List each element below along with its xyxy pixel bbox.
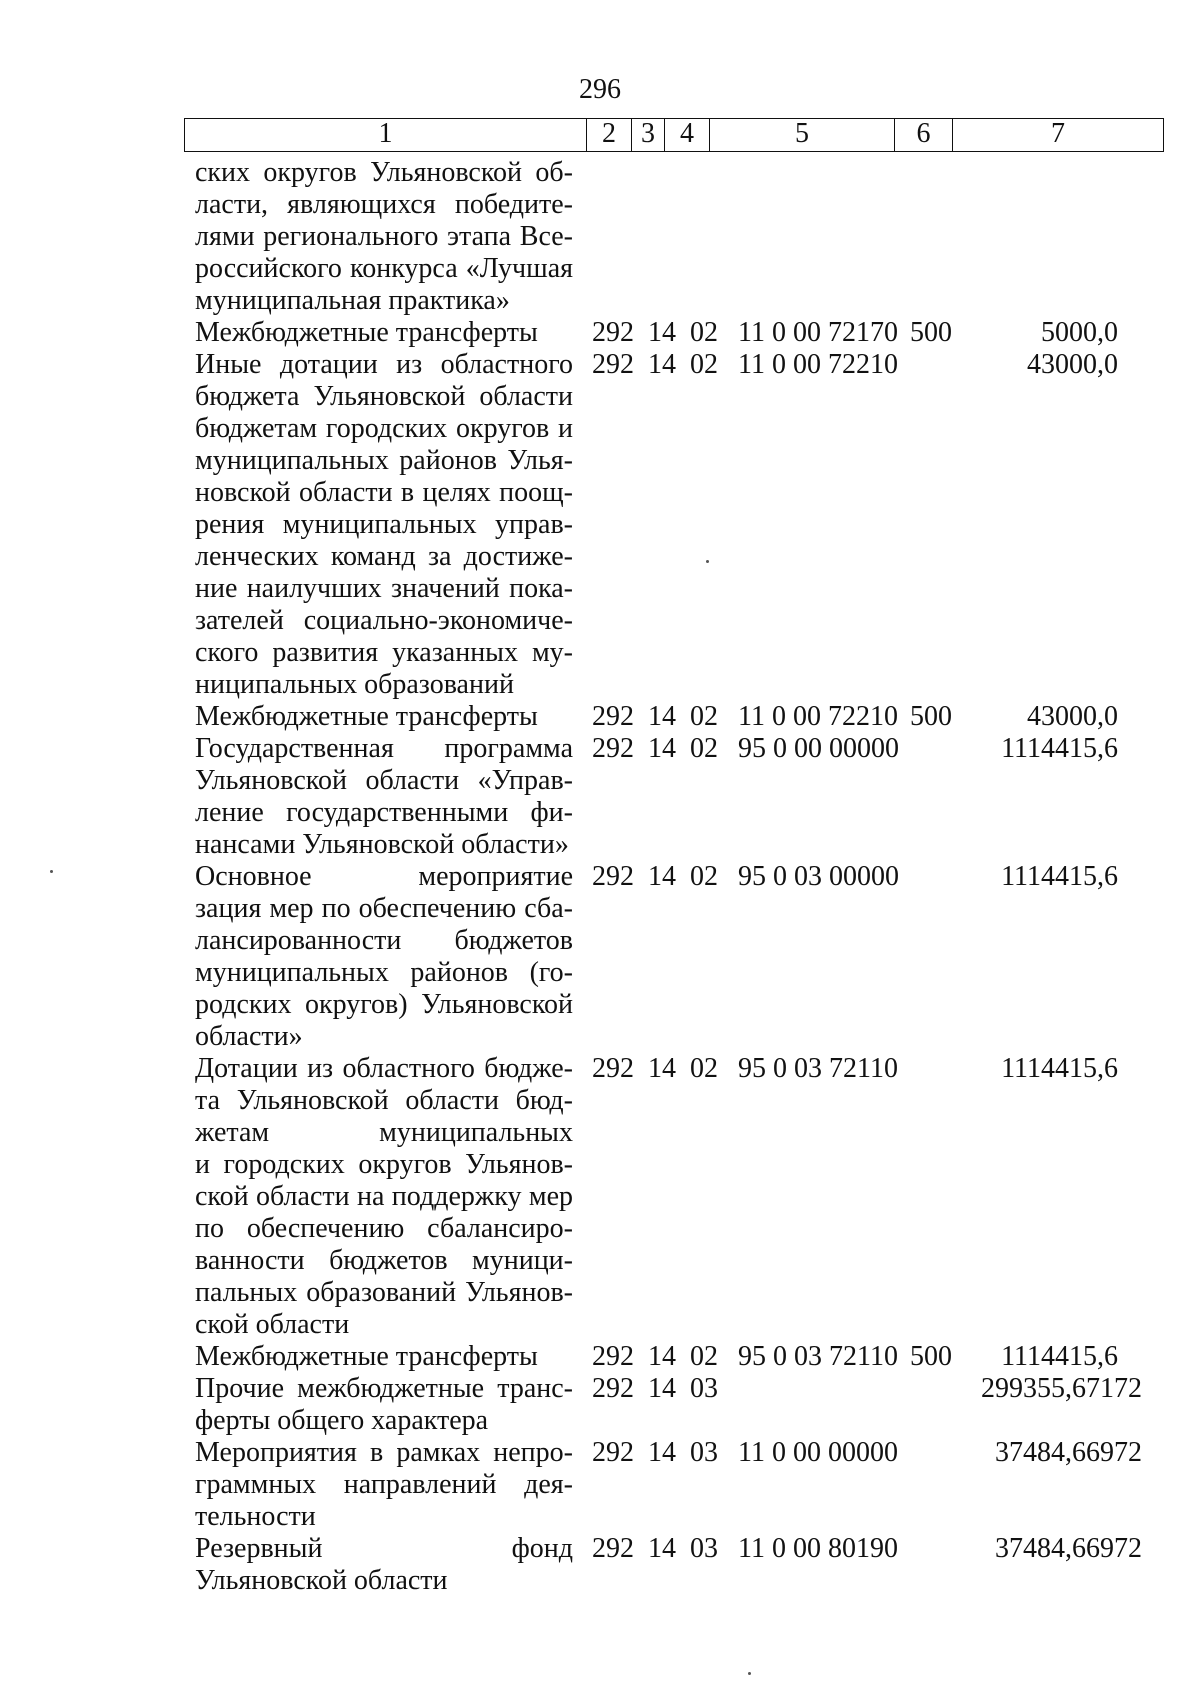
amount: 5000,0 [1041, 317, 1118, 348]
table-row [0, 1373, 1200, 1437]
code-grbs: 292 [592, 701, 634, 732]
description-line: лями регионального этапа Все- [195, 221, 573, 252]
scan-speck [50, 870, 53, 873]
description-line: новской области в целях поощ- [195, 477, 573, 508]
header-col-2: 2 [587, 119, 632, 151]
description-line: ских округов Ульяновской об- [195, 157, 573, 188]
code-razdel: 14 [648, 1341, 676, 1372]
description-line: муниципальная практика» [195, 285, 510, 316]
description-line: бюджета Ульяновской области [195, 381, 573, 412]
code-grbs: 292 [592, 733, 634, 764]
table-row [0, 349, 1200, 701]
table-row [0, 701, 1200, 733]
code-razdel: 14 [648, 701, 676, 732]
code-podrazdel: 02 [690, 1053, 718, 1084]
table-header [184, 118, 1164, 152]
description-line: ферты общего характера [195, 1405, 489, 1436]
description-line: зателей социально-экономиче- [195, 605, 573, 636]
header-col-3: 3 [632, 119, 665, 151]
table-row [0, 1437, 1200, 1533]
row-description [195, 349, 573, 701]
code-target-article: 11 0 00 72170 [738, 317, 898, 348]
code-podrazdel: 02 [690, 1341, 718, 1372]
amount: 1114415,6 [1001, 861, 1118, 892]
code-podrazdel: 02 [690, 701, 718, 732]
description-line: ниципальных образований [195, 669, 514, 700]
table-row [0, 861, 1200, 1053]
row-description [195, 1437, 573, 1533]
code-target-article: 95 0 03 00000 [738, 861, 899, 892]
table-row [0, 1053, 1200, 1341]
code-razdel: 14 [648, 1437, 676, 1468]
code-razdel: 14 [648, 861, 676, 892]
description-line: Дотации из областного бюдже- [195, 1053, 573, 1084]
code-grbs: 292 [592, 1053, 634, 1084]
amount: 299355,67172 [981, 1373, 1142, 1404]
header-col-1: 1 [185, 119, 587, 151]
code-target-article: 95 0 00 00000 [738, 733, 899, 764]
description-line: муниципальных районов (го- [195, 957, 573, 988]
description-line: ского развития указанных му- [195, 637, 573, 668]
scan-speck [748, 1672, 751, 1675]
table-row [0, 157, 1200, 317]
row-description [195, 1533, 573, 1597]
table-row [0, 1341, 1200, 1373]
row-description [195, 1341, 573, 1373]
description-line: Государственная программа [195, 733, 573, 764]
code-razdel: 14 [648, 349, 676, 380]
row-description [195, 1053, 573, 1341]
description-line: граммных направлений дея- [195, 1469, 573, 1500]
description-line: области» [195, 1021, 303, 1052]
amount: 1114415,6 [1001, 733, 1118, 764]
description-line: ние наилучших значений пока- [195, 573, 573, 604]
table-row [0, 317, 1200, 349]
row-description [195, 701, 573, 733]
code-grbs: 292 [592, 1533, 634, 1564]
amount: 1114415,6 [1001, 1341, 1118, 1372]
scan-speck [706, 560, 709, 563]
description-line: Межбюджетные трансферты [195, 1341, 538, 1372]
code-podrazdel: 02 [690, 733, 718, 764]
amount: 37484,66972 [995, 1533, 1142, 1564]
code-podrazdel: 02 [690, 349, 718, 380]
description-line: ской области на поддержку мер [195, 1181, 573, 1212]
description-line: Ульяновской области «Управ- [195, 765, 573, 796]
description-line: тельности [195, 1501, 316, 1532]
description-line: родских округов) Ульяновской [195, 989, 573, 1020]
code-grbs: 292 [592, 1437, 634, 1468]
code-grbs: 292 [592, 349, 634, 380]
amount: 43000,0 [1027, 349, 1118, 380]
page-number: 296 [579, 74, 621, 105]
code-razdel: 14 [648, 733, 676, 764]
table-row [0, 733, 1200, 861]
amount: 37484,66972 [995, 1437, 1142, 1468]
amount: 43000,0 [1027, 701, 1118, 732]
description-line: российского конкурса «Лучшая [195, 253, 573, 284]
code-expense-type: 500 [910, 317, 952, 348]
header-col-4: 4 [665, 119, 710, 151]
amount: 1114415,6 [1001, 1053, 1118, 1084]
code-razdel: 14 [648, 1373, 676, 1404]
row-description [195, 157, 573, 317]
header-col-5: 5 [710, 119, 895, 151]
description-line: зация мер по обеспечению сба- [195, 893, 573, 924]
description-line: бюджетам городских округов и [195, 413, 573, 444]
header-col-7: 7 [1051, 118, 1065, 149]
description-line: Мероприятия в рамках непро- [195, 1437, 573, 1468]
description-line: ление государственными фи- [195, 797, 573, 828]
description-line: ской области [195, 1309, 350, 1340]
code-target-article: 95 0 03 72110 [738, 1341, 898, 1372]
code-expense-type: 500 [910, 1341, 952, 1372]
code-grbs: 292 [592, 317, 634, 348]
table-body [0, 157, 1200, 1597]
code-podrazdel: 02 [690, 861, 718, 892]
table-row [0, 1533, 1200, 1597]
description-line: муниципальных районов Улья- [195, 445, 573, 476]
description-line: ванности бюджетов муници- [195, 1245, 573, 1276]
code-target-article: 11 0 00 72210 [738, 349, 898, 380]
description-line: лансированности бюджетов [195, 925, 573, 956]
description-line: ласти, являющихся победите- [195, 189, 573, 220]
description-line: Основное мероприятие [195, 861, 573, 892]
description-line: пальных образований Ульянов- [195, 1277, 573, 1308]
description-line: Межбюджетные трансферты [195, 701, 538, 732]
code-grbs: 292 [592, 1373, 634, 1404]
code-podrazdel: 03 [690, 1533, 718, 1564]
description-line: по обеспечению сбалансиро- [195, 1213, 573, 1244]
description-line: Прочие межбюджетные транс- [195, 1373, 573, 1404]
code-podrazdel: 02 [690, 317, 718, 348]
description-line: и городских округов Ульянов- [195, 1149, 573, 1180]
code-podrazdel: 03 [690, 1373, 718, 1404]
row-description [195, 861, 573, 1053]
description-line: Резервный фонд [195, 1533, 573, 1564]
code-grbs: 292 [592, 1341, 634, 1372]
description-line: нансами Ульяновской области» [195, 829, 569, 860]
description-line: жетам муниципальных [195, 1117, 573, 1148]
code-target-article: 11 0 00 72210 [738, 701, 898, 732]
code-target-article: 95 0 03 72110 [738, 1053, 898, 1084]
header-col-6: 6 [895, 119, 953, 151]
code-target-article: 11 0 00 80190 [738, 1533, 898, 1564]
description-line: рения муниципальных управ- [195, 509, 573, 540]
row-description [195, 733, 573, 861]
code-razdel: 14 [648, 1053, 676, 1084]
description-line: ленческих команд за достиже- [195, 541, 573, 572]
description-line: Межбюджетные трансферты [195, 317, 538, 348]
description-line: та Ульяновской области бюд- [195, 1085, 573, 1116]
code-razdel: 14 [648, 1533, 676, 1564]
code-podrazdel: 03 [690, 1437, 718, 1468]
code-grbs: 292 [592, 861, 634, 892]
description-line: Иные дотации из областного [195, 349, 573, 380]
code-razdel: 14 [648, 317, 676, 348]
row-description [195, 1373, 573, 1437]
row-description [195, 317, 573, 349]
code-expense-type: 500 [910, 701, 952, 732]
code-target-article: 11 0 00 00000 [738, 1437, 898, 1468]
description-line: Ульяновской области [195, 1565, 448, 1596]
